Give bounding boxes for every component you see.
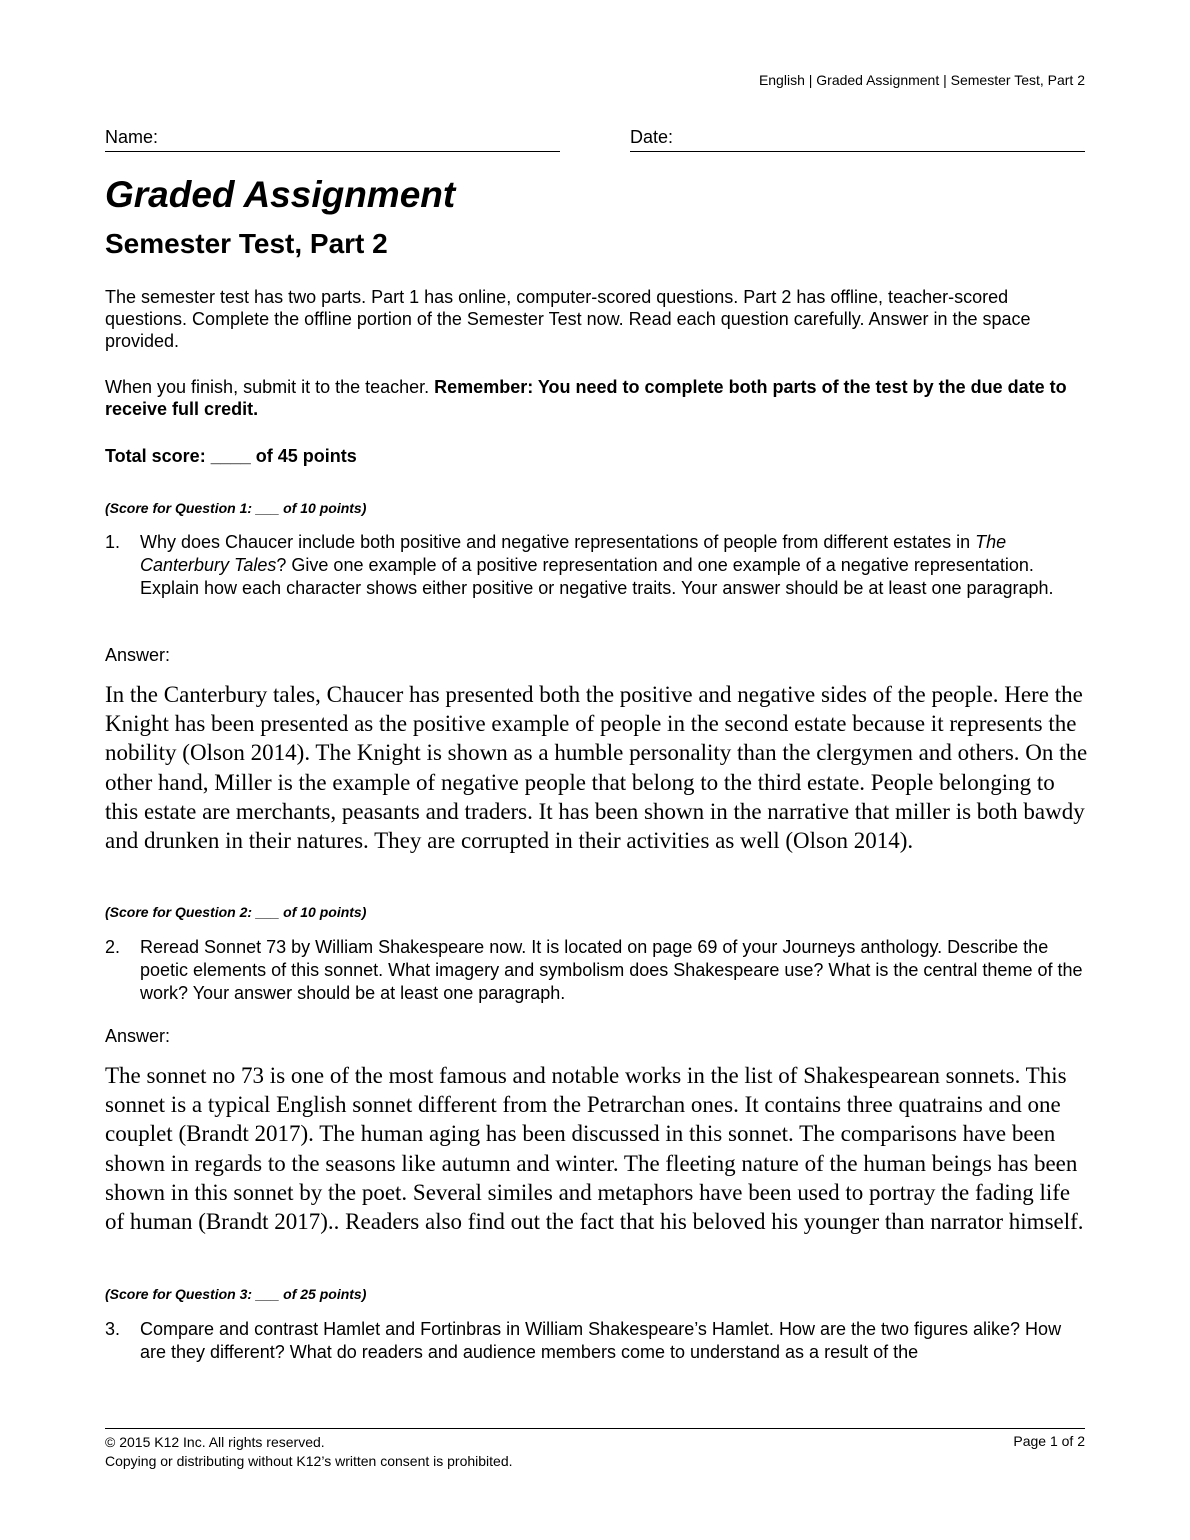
question-3 [105,1318,1090,1364]
question-1-score: (Score for Question 1: ___ of 10 points) [105,500,367,516]
footer-legal [105,1433,513,1471]
question-1 [105,531,1090,600]
footer-notice: Copying or distributing without K12’s written consent is prohibited. [105,1453,513,1469]
page-title: Graded Assignment [105,174,456,215]
question-1-answer-label: Answer: [105,645,171,665]
name-label: Name: [105,127,159,147]
question-2-answer-label: Answer: [105,1026,171,1046]
question-3-text: Compare and contrast Hamlet and Fortinbras in William Shakespeare’s Hamlet. How are the two figures alike? How are they different? What do readers and audience members come to understand as a result of the [140,1319,1062,1362]
page-subtitle: Semester Test, Part 2 [105,228,388,259]
submit-instruction: When you finish, submit it to the teacher. [105,377,435,397]
due-date-reminder: Remember: You need to complete both parts of the test by the due date to receive full credit. [105,377,1067,419]
submit-paragraph [105,376,1090,420]
question-1-text: Why does Chaucer include both positive and negative representations of people from different estates in The Canterbury Tales? Give one example of a positive representation and one example of a negative representation. Explain how each character shows either positive or negative traits. Your answer should be at least one paragraph. [140,532,1054,598]
question-3-score: (Score for Question 3: ___ of 25 points) [105,1286,367,1302]
question-2-answer[interactable]: The sonnet no 73 is one of the most famous and notable works in the list of Shakespearean sonnets. This sonnet is a typical English sonnet different from the Petrarchan ones. It contains three quatrains and one couplet (Brandt 2017). The human aging has been discussed in this sonnet. The comparisons have been shown in regards to the seasons like autumn and winter. The fleeting nature of the human beings has been shown in this sonnet by the poet. Several similes and metaphors have been used to portray the fading life of human (Brandt 2017).. Readers also find out the fact that his beloved his younger than narrator himself. [105,1063,1084,1235]
question-2-score: (Score for Question 2: ___ of 10 points) [105,904,367,920]
footer-copyright: © 2015 K12 Inc. All rights reserved. [105,1434,325,1450]
intro-paragraph: The semester test has two parts. Part 1 has online, computer-scored questions. Part 2 has offline, teacher-scored questions. Complete the offline portion of the Semester Test now. Read each question carefully. Answer in the space provided. [105,287,1031,351]
footer-divider [105,1428,1085,1429]
question-2-number: 2. [105,937,121,957]
total-score: Total score: ____ of 45 points [105,446,357,466]
book-title: The Canterbury Tales [140,532,1007,575]
question-2 [105,936,1090,1005]
name-field[interactable] [105,126,560,152]
date-field[interactable] [630,126,1085,152]
date-label: Date: [630,127,674,147]
question-1-answer[interactable]: In the Canterbury tales, Chaucer has presented both the positive and negative sides of the people. Here the Knight has been presented as the positive example of people in the second estate because it represents the nobility (Olson 2014). The Knight is shown as a humble personality than the clergymen and others. On the other hand, Miller is the example of negative people that belong to the third estate. People belonging to this estate are merchants, peasants and traders. It has been shown in the narrative that miller is both bawdy and drunken in their natures. They are corrupted in their activities as well (Olson 2014). [105,682,1088,854]
running-header: English | Graded Assignment | Semester Test, Part 2 [758,72,1085,88]
page-number: Page 1 of 2 [1013,1433,1085,1449]
name-date-row [105,126,1085,152]
question-3-number: 3. [105,1319,121,1339]
question-2-text: Reread Sonnet 73 by William Shakespeare now. It is located on page 69 of your Journeys anthology. Describe the poetic elements of this sonnet. What imagery and symbolism does Shakespeare use? What is the central theme of the work? Your answer should be at least one paragraph. [140,937,1083,1003]
question-1-number: 1. [105,532,121,552]
